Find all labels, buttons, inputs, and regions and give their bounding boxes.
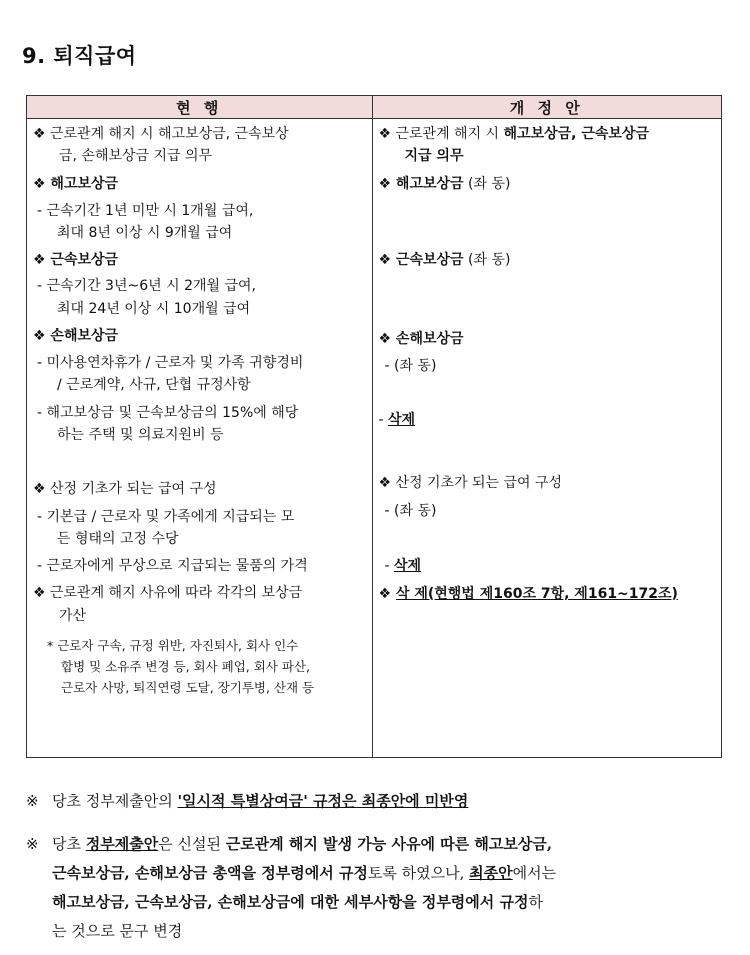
current-line: 금, 손해보상금 지급 의무 [59,148,213,164]
current-line: - 근속기간 3년~6년 시 2개월 급여, [37,278,256,294]
current-line: - 근속기간 1년 미만 시 1개월 급여, [37,203,254,219]
current-heading: ❖ 근속보상금 [33,252,119,268]
current-line: 최대 8년 이상 시 9개월 급여 [57,225,233,241]
text: 근로관계 해지 발생 가능 사유에 따른 해고보상금, [225,835,553,853]
text: 에서는 [512,864,557,882]
current-line: - 기본급 / 근로자 및 가족에게 지급되는 모 [37,509,295,525]
revised-line [379,407,416,433]
text: 해고보상금, 근속보상금 [503,126,649,142]
revised-line [379,581,678,607]
header-revised: 개 정 안 [372,96,722,119]
current-line: 든 형태의 고정 수당 [57,531,179,547]
text: 당초 정부제출안의 [52,792,178,810]
revised-column [372,119,722,758]
header-current: 현 행 [27,96,373,119]
revised-line: 지급 의무 [404,148,464,164]
text: 최종안 [469,864,513,882]
current-line: 가산 [59,608,87,624]
text: 하 [528,893,543,911]
text: 근속보상금, 손해보상금 총액을 정부령에서 규정 [52,864,368,882]
revised-line: - (좌 동) [384,358,437,374]
text: - [384,558,395,574]
current-note: 근로자 사망, 퇴직연령 도달, 장기투병, 산재 등 [61,680,315,695]
text: '일시적 특별상여금' 규정은 최종안에 미반영 [177,792,469,810]
text: 토록 하였으나, [367,864,470,882]
section-title: 9. 퇴직급여 [22,44,137,68]
current-line: ❖ 근로관계 해지 시 해고보상금, 근속보상 [33,126,289,142]
note-paragraph-2-line [52,888,543,917]
revised-line [385,553,422,579]
reference-mark: ※ [26,835,39,853]
current-column [27,119,373,758]
note-paragraph-2-line [52,859,556,888]
revised-line [379,171,511,197]
current-line: / 근로계약, 사규, 단협 규정사항 [57,377,251,393]
note-paragraph-1 [26,787,468,816]
text: 정부제출안 [85,835,159,853]
current-line: - 근로자에게 무상으로 지급되는 물품의 가격 [37,558,308,574]
text: ❖ [378,586,396,602]
text: 삭제 [388,412,416,428]
current-line: 최대 24년 이상 시 10개월 급여 [57,301,251,317]
text: - [378,412,389,428]
text: 삭 제(현행법 제160조 7항, 제161~172조) [395,586,678,602]
current-line: ❖ 근로관계 해지 사유에 따라 각각의 보상금 [33,585,303,601]
comparison-table [26,95,722,758]
current-heading: ❖ 해고보상금 [33,176,119,192]
revised-line: ❖ 산정 기초가 되는 급여 구성 [378,475,563,491]
current-note: 합병 및 소유주 변경 등, 회사 폐업, 회사 파산, [61,659,310,674]
text: 삭제 [394,558,422,574]
reference-mark: ※ [26,792,39,810]
revised-heading: ❖ 손해보상금 [378,331,464,347]
revised-line [379,247,511,273]
current-line: 하는 주택 및 의료지원비 등 [57,427,224,443]
text: ❖ 해고보상금 [378,176,464,192]
current-note: * 근로자 구속, 규정 위반, 자진퇴사, 회사 인수 [47,638,299,653]
current-line: - 미사용연차휴가 / 근로자 및 가족 귀향경비 [37,355,304,371]
text: 은 신설된 [158,835,226,853]
current-heading: ❖ 손해보상금 [33,328,119,344]
text: ❖ 근속보상금 [378,252,464,268]
note-paragraph-2-line: 는 것으로 문구 변경 [52,922,183,940]
text: ❖ 근로관계 해지 시 [378,126,504,142]
text: 해고보상금, 근속보상금, 손해보상금에 대한 세부사항을 정부령에서 규정 [52,893,529,911]
text: 당초 [52,835,86,853]
text: (좌 동) [463,176,511,192]
current-line: - 해고보상금 및 근속보상금의 15%에 해당 [37,405,299,421]
current-line: ❖ 산정 기초가 되는 급여 구성 [33,481,217,497]
revised-line: - (좌 동) [384,503,437,519]
note-paragraph-2 [26,830,552,859]
text: (좌 동) [463,252,511,268]
